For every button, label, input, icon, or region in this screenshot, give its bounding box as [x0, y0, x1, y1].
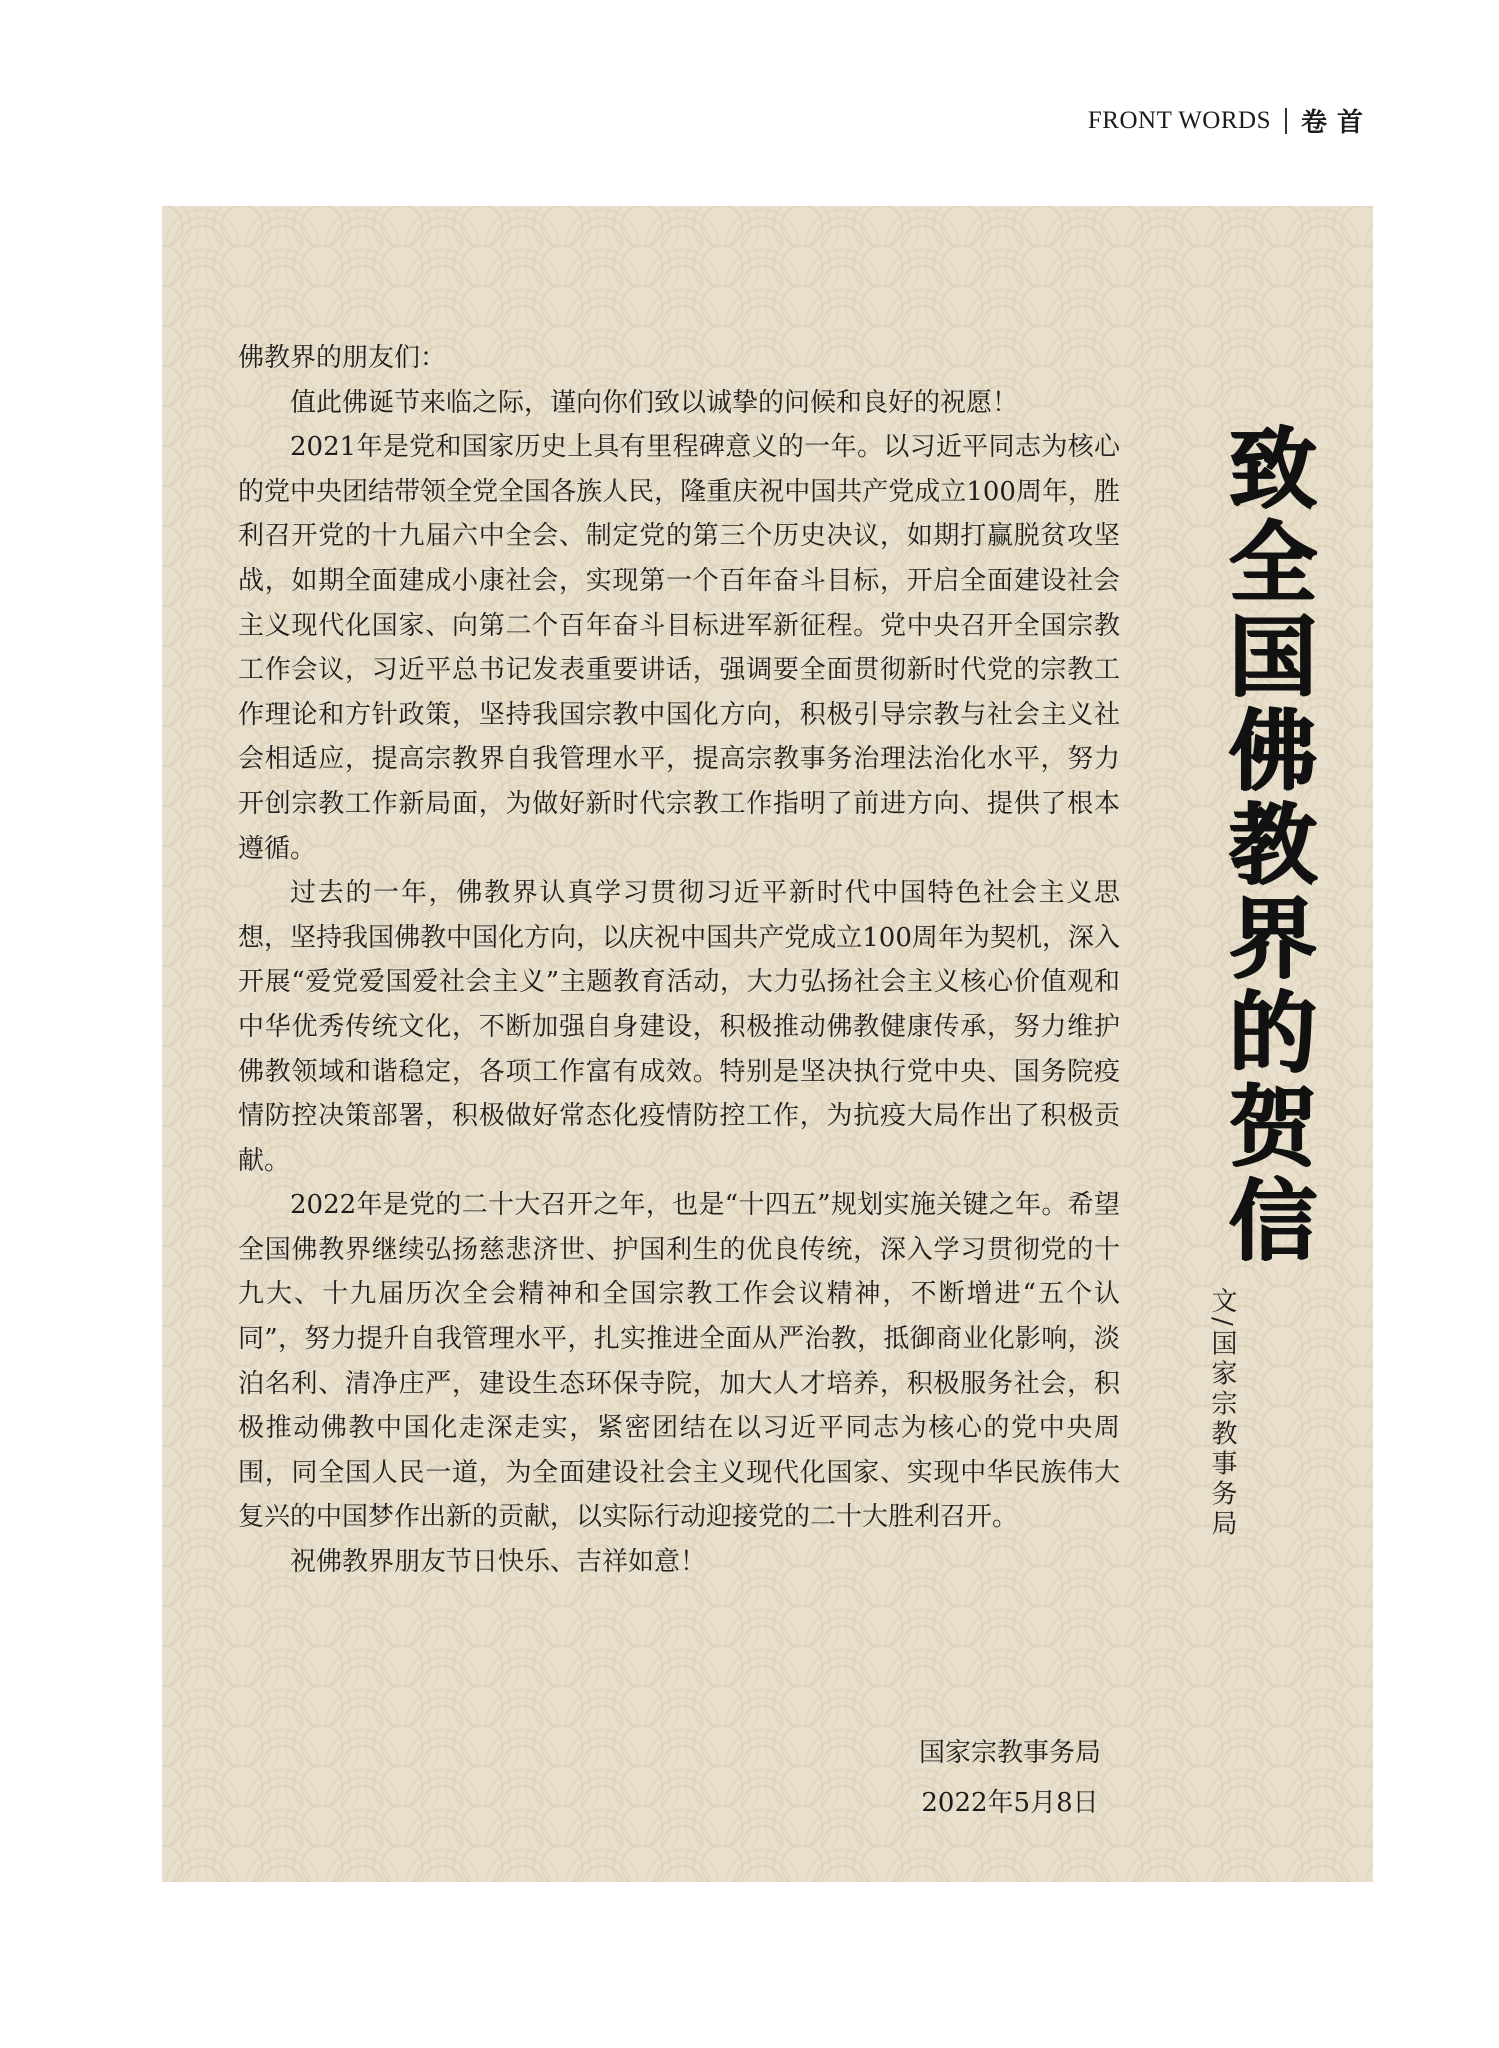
paragraph-greeting: 值此佛诞节来临之际，谨向你们致以诚挚的问候和良好的祝愿！: [290, 387, 1019, 418]
running-head: [1088, 102, 1373, 139]
section-label-en: FRONT WORDS: [1087, 106, 1271, 134]
paragraph-2021: 2021年是党和国家历史上具有里程碑意义的一年。以习近平同志为核心的党中央团结带领全党全国各族人民，隆重庆祝中国共产党成立100周年，胜利召开党的十九届六中全会、制定党的第三个历史决议，如期打赢脱贫攻坚战，如期全面建成小康社会，实现第一个百年奋斗目标，开启全面建设社会主义现代化国家、向第二个百年奋斗目标进军新征程。党中央召开全国宗教工作会议，习近平总书记发表重要讲话，强调要全面贯彻新时代党的宗教工作理论和方针政策，坚持我国宗教中国化方向，积极引导宗教与社会主义社会相适应，提高宗教界自我管理水平，提高宗教事务治理法治化水平，努力开创宗教工作新局面，为做好新时代宗教工作指明了前进方向、提供了根本遵循。: [238, 432, 1120, 864]
signature-block: [900, 1728, 1120, 1828]
signature-date: 2022年5月8日: [921, 1788, 1099, 1818]
section-label-zh: 卷首: [1300, 108, 1373, 138]
letter-body: [238, 336, 1120, 1585]
byline: 文/国家宗教事务局: [1207, 1287, 1237, 1540]
salutation: 佛教界的朋友们：: [238, 343, 447, 373]
page-title: 致全国佛教界的贺信: [1215, 422, 1319, 1268]
signature-org: 国家宗教事务局: [918, 1738, 1101, 1768]
paragraph-2022: 2022年是党的二十大召开之年，也是“十四五”规划实施关键之年。希望全国佛教界继续弘扬慈悲济世、护国利生的优良传统，深入学习贯彻党的十九大、十九届历次全会精神和全国宗教工作会议精神，不断增进“五个认同”，努力提升自我管理水平，扎实推进全面从严治教，抵御商业化影响，淡泊名利、清净庄严，建设生态环保寺院，加大人才培养，积极服务社会，积极推动佛教中国化走深走实，紧密团结在以习近平同志为核心的党中央周围，同全国人民一道，为全面建设社会主义现代化国家、实现中华民族伟大复兴的中国梦作出新的贡献，以实际行动迎接党的二十大胜利召开。: [238, 1190, 1120, 1533]
paragraph-past-year: 过去的一年，佛教界认真学习贯彻习近平新时代中国特色社会主义思想，坚持我国佛教中国化方向，以庆祝中国共产党成立100周年为契机，深入开展“爱党爱国爱社会主义”主题教育活动，大力弘扬社会主义核心价值观和中华优秀传统文化，不断加强自身建设，积极推动佛教健康传承，努力维护佛教领域和谐稳定，各项工作富有成效。特别是坚决执行党中央、国务院疫情防控决策部署，积极做好常态化疫情防控工作，为抗疫大局作出了积极贡献。: [238, 878, 1120, 1176]
paragraph-closing: 祝佛教界朋友节日快乐、吉祥如意！: [290, 1547, 707, 1578]
header-divider: [1285, 108, 1287, 134]
